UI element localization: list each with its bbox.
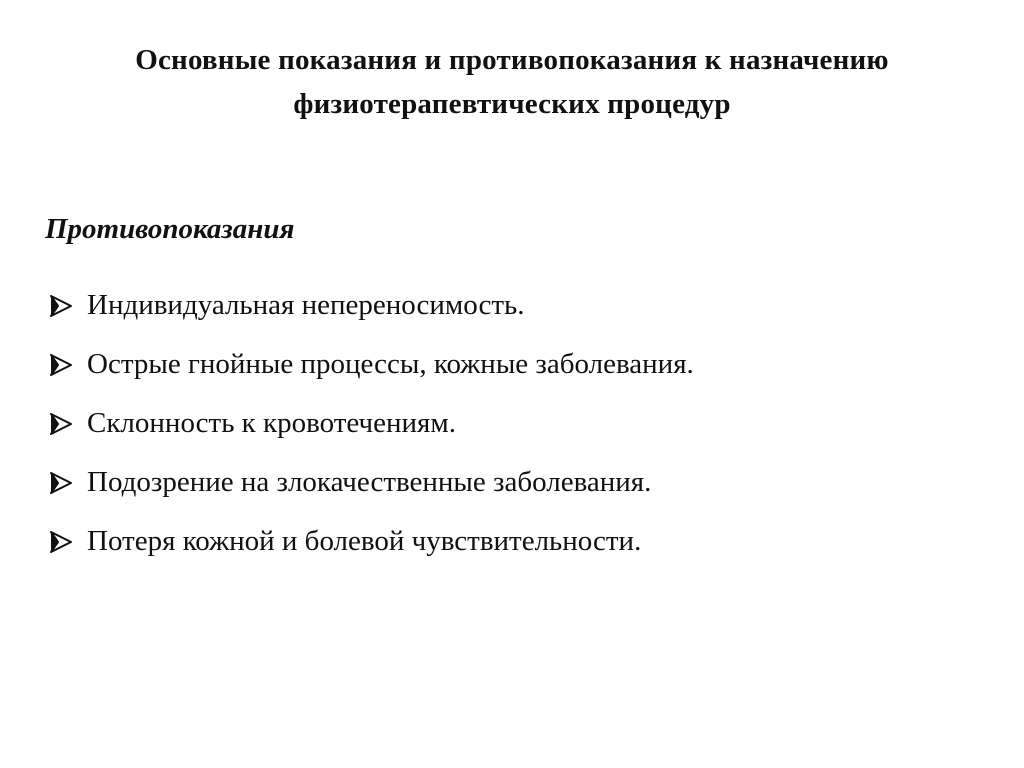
section-heading: Противопоказания — [45, 213, 295, 245]
list-item — [48, 276, 694, 335]
page-title-line-2: физиотерапевтических процедур — [293, 88, 731, 120]
page-title-line-1: Основные показания и противопоказания к назначению — [135, 44, 889, 76]
list-item — [48, 512, 694, 571]
list-item-label: Потеря кожной и болевой чувствительности. — [87, 525, 642, 557]
list-item — [48, 453, 694, 512]
list-item-label: Индивидуальная непереносимость. — [87, 289, 525, 321]
list-item-label: Острые гнойные процессы, кожные заболевания. — [87, 348, 694, 380]
contraindications-list — [48, 276, 694, 571]
arrowhead-bullet-icon — [48, 352, 74, 378]
list-item-label: Подозрение на злокачественные заболевания. — [87, 466, 652, 498]
arrowhead-bullet-icon — [48, 529, 74, 555]
arrowhead-bullet-icon — [48, 411, 74, 437]
list-item-label: Склонность к кровотечениям. — [87, 407, 456, 439]
arrowhead-bullet-icon — [48, 293, 74, 319]
list-item — [48, 335, 694, 394]
page-title — [40, 38, 984, 126]
arrowhead-bullet-icon — [48, 470, 74, 496]
list-item — [48, 394, 694, 453]
